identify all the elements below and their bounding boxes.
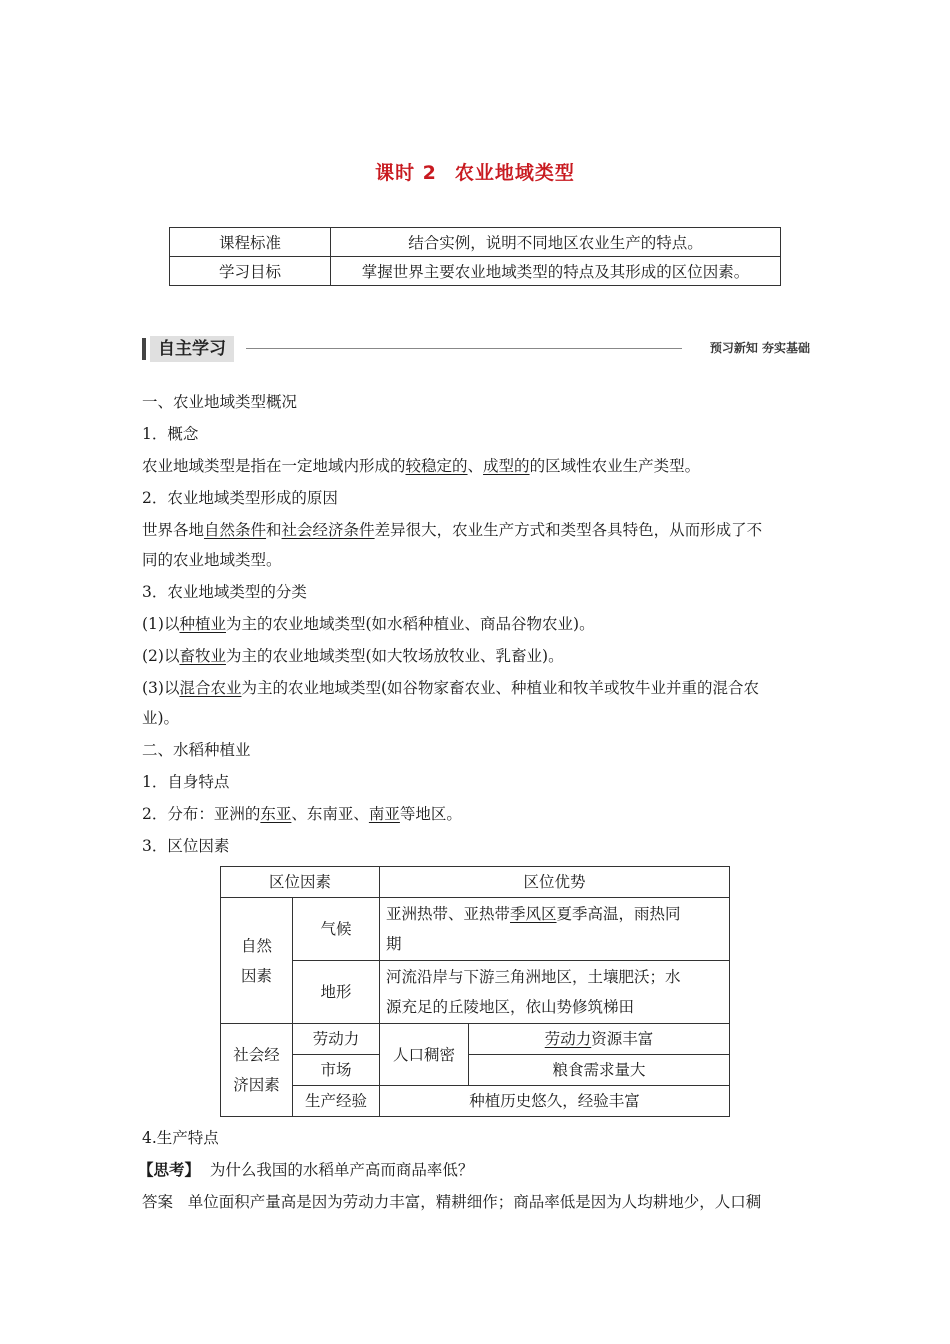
answer-blank: 成型的: [483, 457, 530, 475]
think-tag: 【思考】: [138, 1161, 201, 1179]
labor-label: 劳动力: [292, 1024, 379, 1055]
social-factors: 社会经 济因素: [221, 1024, 293, 1117]
lesson-name: 农业地域类型: [454, 162, 575, 184]
page-title: [0, 158, 950, 185]
terrain-value: 河流沿岸与下游三角洲地区，土壤肥沃；水 源充足的丘陵地区，依山势修筑梯田: [380, 961, 730, 1024]
climate-value: 亚洲热带、亚热带季风区夏季高温，雨热同 期: [380, 898, 730, 961]
standard-value: 结合实例，说明不同地区农业生产的特点。: [331, 228, 781, 257]
subheading-classification: 3．农业地域类型的分类: [142, 583, 307, 601]
experience-label: 生产经验: [292, 1086, 379, 1117]
answer-blank: 南亚: [368, 805, 400, 823]
list-item: (2)以畜牧业为主的农业地域类型(如大牧场放牧业、乳畜业)。: [142, 647, 564, 665]
market-label: 市场: [292, 1055, 379, 1086]
terrain-label: 地形: [292, 961, 379, 1024]
paragraph-distribution: 2．分布：亚洲的东亚、东南亚、南亚等地区。: [142, 805, 462, 823]
answer-blank: 畜牧业: [179, 647, 226, 665]
goal-key: 学习目标: [170, 257, 331, 286]
table-row: [221, 1086, 730, 1117]
section-subtitle: 预习新知 夯实基础: [709, 341, 810, 355]
subheading-production: 4.生产特点: [142, 1129, 219, 1147]
think-question: 【思考】 为什么我国的水稻单产高而商品率低？: [138, 1161, 474, 1179]
market-value: 粮食需求量大: [469, 1055, 730, 1086]
table-row: [170, 228, 781, 257]
location-factors-table: [220, 866, 730, 1117]
table-row: [170, 257, 781, 286]
answer-blank: 混合农业: [179, 679, 242, 697]
natural-factors: 自然 因素: [221, 898, 293, 1024]
header-factor: 区位因素: [221, 867, 380, 898]
subheading-reasons: 2．农业地域类型形成的原因: [142, 489, 338, 507]
paragraph-concept: 农业地域类型是指在一定地域内形成的较稳定的、成型的的区域性农业生产类型。: [142, 457, 701, 475]
table-row: [221, 961, 730, 1024]
section-header: [142, 336, 810, 362]
answer-blank: 较稳定的: [405, 457, 468, 475]
climate-label: 气候: [292, 898, 379, 961]
answer-blank: 东亚: [260, 805, 292, 823]
subheading-concept: 1．概念: [142, 425, 199, 443]
goal-value: 掌握世界主要农业地域类型的特点及其形成的区位因素。: [331, 257, 781, 286]
table-row: [221, 867, 730, 898]
section-bar-mark: [142, 338, 146, 360]
table-row: [221, 898, 730, 961]
standards-table: [169, 227, 781, 286]
answer-blank: 种植业: [179, 615, 226, 633]
experience-value: 种植历史悠久，经验丰富: [380, 1086, 730, 1117]
answer-blank: 自然条件: [204, 521, 267, 539]
table-row: [221, 1055, 730, 1086]
standard-key: 课程标准: [170, 228, 331, 257]
answer-text: 答案 单位面积产量高是因为劳动力丰富，精耕细作；商品率低是因为人均耕地少，人口稠: [142, 1193, 762, 1211]
subheading-location-factors: 3．区位因素: [142, 837, 230, 855]
paragraph-reasons-cont: 同的农业地域类型。: [142, 551, 282, 569]
list-item: (3)以混合农业为主的农业地域类型(如谷物家畜农业、种植业和牧羊或牧牛业并重的混合农: [142, 679, 760, 697]
heading-2: 二、水稻种植业: [142, 741, 251, 759]
list-item: (1)以种植业为主的农业地域类型(如水稻种植业、商品谷物农业)。: [142, 615, 595, 633]
table-row: [221, 1024, 730, 1055]
dense-population: 人口稠密: [380, 1024, 469, 1086]
section-rule: [246, 348, 682, 349]
paragraph-reasons: 世界各地自然条件和社会经济条件差异很大，农业生产方式和类型各具特色，从而形成了不: [142, 521, 763, 539]
header-advantage: 区位优势: [380, 867, 730, 898]
labor-value: 劳动力资源丰富: [469, 1024, 730, 1055]
answer-blank: 社会经济条件: [281, 521, 375, 539]
heading-1: 一、农业地域类型概况: [142, 393, 298, 411]
lesson-number: 课时 2: [375, 162, 437, 184]
subheading-features: 1．自身特点: [142, 773, 230, 791]
section-label: 自主学习: [150, 336, 234, 362]
answer-tag: 答案: [142, 1193, 174, 1211]
list-item-cont: 业)。: [142, 709, 180, 727]
